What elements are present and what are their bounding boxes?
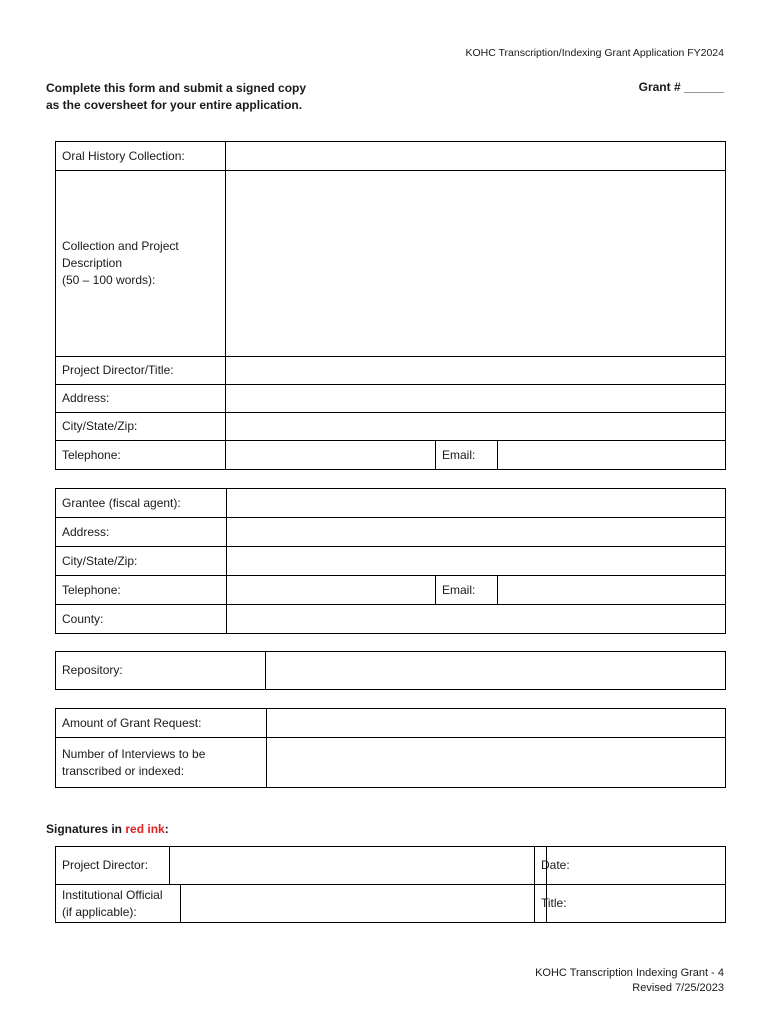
instructions-line-2: as the coversheet for your entire application.	[46, 98, 303, 112]
grantee-address-field[interactable]	[227, 518, 726, 547]
address-field[interactable]	[226, 385, 726, 413]
footer-page-label: KOHC Transcription Indexing Grant - 4	[535, 967, 724, 979]
sig-title-label: Title:	[535, 885, 547, 923]
telephone-field[interactable]	[226, 441, 436, 470]
sig-official-label-line-2: (if applicable):	[62, 904, 137, 919]
interviews-label-line-1: Number of Interviews to be	[62, 746, 206, 761]
repository-table	[55, 651, 726, 690]
grantee-city-field[interactable]	[227, 547, 726, 576]
description-label-line-3: (50 – 100 words):	[62, 273, 156, 287]
sig-official-label-line-1: Institutional Official	[62, 887, 163, 902]
director-field[interactable]	[226, 357, 726, 385]
instructions-line-1: Complete this form and submit a signed copy	[46, 81, 307, 95]
grantee-telephone-label: Telephone:	[56, 576, 227, 605]
sig-date-field[interactable]	[547, 847, 726, 885]
interviews-label	[56, 738, 267, 788]
grantee-city-label: City/State/Zip:	[56, 547, 227, 576]
sig-official-field[interactable]	[181, 885, 535, 923]
grantee-telephone-field[interactable]	[227, 576, 436, 605]
grantee-label: Grantee (fiscal agent):	[56, 489, 227, 518]
amount-label: Amount of Grant Request:	[56, 709, 267, 738]
city-label: City/State/Zip:	[56, 413, 226, 441]
grantee-address-label: Address:	[56, 518, 227, 547]
signatures-table	[55, 846, 726, 923]
description-label-line-2: Description	[62, 256, 123, 270]
red-ink-text: red ink	[125, 822, 165, 836]
telephone-label: Telephone:	[56, 441, 226, 470]
sig-official-label	[56, 885, 181, 923]
amount-field[interactable]	[267, 709, 726, 738]
description-label	[56, 171, 226, 357]
interviews-label-line-2: transcribed or indexed:	[62, 763, 185, 778]
instructions	[46, 80, 306, 114]
county-label: County:	[56, 605, 227, 634]
description-field[interactable]	[226, 171, 726, 357]
page-footer	[535, 966, 724, 996]
form-id-header: KOHC Transcription/Indexing Grant Application FY2024	[465, 47, 724, 59]
address-label: Address:	[56, 385, 226, 413]
description-label-line-1: Collection and Project	[62, 239, 179, 253]
city-field[interactable]	[226, 413, 726, 441]
email-label: Email:	[436, 441, 498, 470]
sig-date-label: Date:	[535, 847, 547, 885]
collection-label: Oral History Collection:	[56, 142, 226, 171]
project-table	[55, 141, 726, 470]
county-field[interactable]	[227, 605, 726, 634]
repository-label: Repository:	[56, 652, 266, 690]
collection-field[interactable]	[226, 142, 726, 171]
request-table	[55, 708, 726, 788]
grantee-email-field[interactable]	[498, 576, 726, 605]
signatures-heading-colon: :	[164, 822, 169, 836]
repository-field[interactable]	[266, 652, 726, 690]
grantee-field[interactable]	[227, 489, 726, 518]
footer-revised-date: Revised 7/25/2023	[632, 982, 724, 994]
email-field[interactable]	[498, 441, 726, 470]
interviews-field[interactable]	[267, 738, 726, 788]
sig-director-label: Project Director:	[56, 847, 170, 885]
sig-director-field[interactable]	[170, 847, 535, 885]
grant-number: Grant # ______	[638, 80, 724, 94]
grantee-table	[55, 488, 726, 634]
sig-title-field[interactable]	[547, 885, 726, 923]
signatures-heading-text: Signatures in	[46, 822, 126, 836]
director-label: Project Director/Title:	[56, 357, 226, 385]
signatures-heading	[46, 822, 169, 836]
grantee-email-label: Email:	[436, 576, 498, 605]
